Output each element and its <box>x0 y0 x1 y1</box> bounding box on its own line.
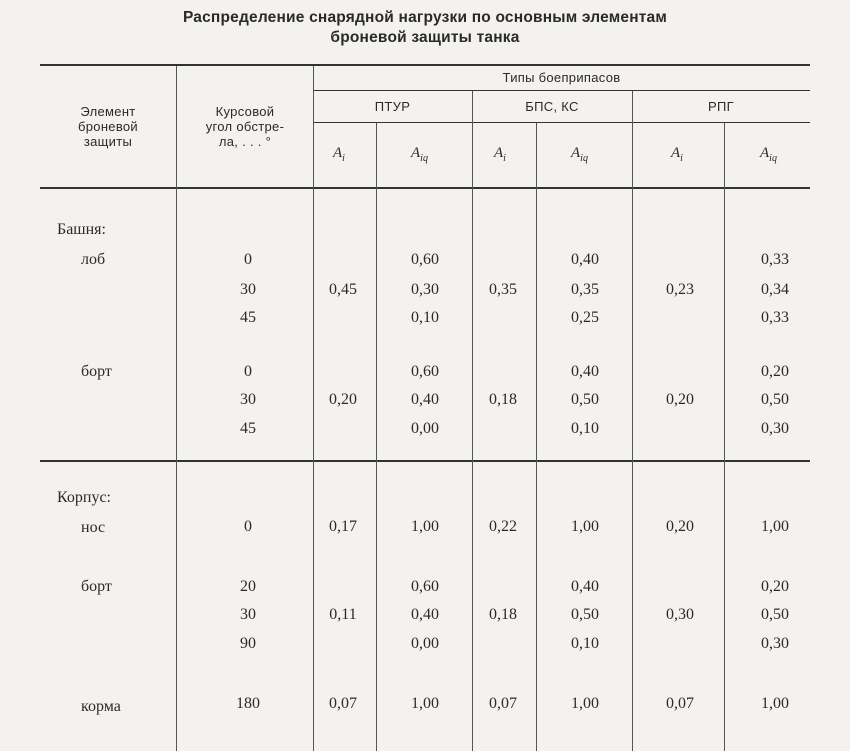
symbol-a: A <box>671 145 681 161</box>
angle-header-line: Курсовой <box>215 104 275 119</box>
top-rule <box>40 64 810 66</box>
cell-rpg-ai: 0,20 <box>666 518 694 535</box>
sub-header-ptur-ai <box>333 145 345 164</box>
part-label: корма <box>81 698 121 715</box>
cell-ptur-aiq: 0,40 <box>411 606 439 623</box>
cell-rpg-aiq: 0,33 <box>761 309 789 326</box>
col-divider-rpg-sub <box>724 123 725 751</box>
table-title-line-1: Распределение снарядной нагрузки по основным элементам <box>182 9 668 26</box>
cell-angle: 0 <box>244 518 252 535</box>
col-divider-bps-rpg <box>632 91 633 751</box>
table-title <box>0 8 850 48</box>
cell-bps-aiq: 1,00 <box>571 695 599 712</box>
table-title-line-2: броневой защиты танка <box>330 29 520 46</box>
cell-rpg-aiq: 0,33 <box>761 251 789 268</box>
cell-rpg-aiq: 0,50 <box>761 391 789 408</box>
group-header-ptur: ПТУР <box>374 99 411 114</box>
symbol-a: A <box>411 145 421 161</box>
cell-ptur-aiq: 0,00 <box>411 420 439 437</box>
cell-rpg-aiq: 0,20 <box>761 363 789 380</box>
col-divider-element <box>176 66 177 751</box>
cell-rpg-aiq: 1,00 <box>761 518 789 535</box>
cell-angle: 45 <box>240 420 256 437</box>
symbol-a: A <box>494 145 504 161</box>
symbol-a: A <box>760 145 770 161</box>
cell-angle: 30 <box>240 606 256 623</box>
symbol-index: iq <box>420 153 428 164</box>
col-divider-ptur-sub <box>376 123 377 751</box>
cell-ptur-aiq: 0,60 <box>411 578 439 595</box>
sub-header-bps-aiq <box>571 145 588 164</box>
cell-rpg-ai: 0,23 <box>666 281 694 298</box>
cell-ptur-aiq: 0,40 <box>411 391 439 408</box>
cell-bps-aiq: 0,40 <box>571 578 599 595</box>
cell-angle: 45 <box>240 309 256 326</box>
part-label: борт <box>81 363 112 380</box>
cell-angle: 180 <box>236 695 260 712</box>
cell-rpg-ai: 0,30 <box>666 606 694 623</box>
symbol-index: i <box>342 153 345 164</box>
cell-angle: 30 <box>240 391 256 408</box>
ammo-types-rule <box>313 90 810 91</box>
symbol-a: A <box>571 145 581 161</box>
element-header-line: Элемент <box>80 104 136 119</box>
cell-rpg-aiq: 0,34 <box>761 281 789 298</box>
cell-bps-aiq: 0,50 <box>571 606 599 623</box>
cell-bps-ai: 0,18 <box>489 391 517 408</box>
symbol-index: i <box>680 153 683 164</box>
cell-angle: 0 <box>244 251 252 268</box>
cell-bps-aiq: 0,40 <box>571 363 599 380</box>
cell-ptur-aiq: 0,60 <box>411 363 439 380</box>
cell-ptur-ai: 0,20 <box>329 391 357 408</box>
group-header-bps: БПС, КС <box>525 99 579 114</box>
cell-rpg-ai: 0,07 <box>666 695 694 712</box>
cell-rpg-ai: 0,20 <box>666 391 694 408</box>
part-label: лоб <box>81 251 106 268</box>
cell-rpg-aiq: 0,50 <box>761 606 789 623</box>
sub-header-rpg-ai <box>671 145 683 164</box>
cell-bps-ai: 0,35 <box>489 281 517 298</box>
cell-rpg-aiq: 0,20 <box>761 578 789 595</box>
cell-ptur-aiq: 1,00 <box>411 518 439 535</box>
sub-header-ptur-aiq <box>411 145 428 164</box>
element-column-header <box>44 104 172 149</box>
cell-rpg-aiq: 0,30 <box>761 635 789 652</box>
ammo-types-header: Типы боеприпасов <box>502 70 621 85</box>
col-divider-ptur-bps <box>472 91 473 751</box>
cell-angle: 30 <box>240 281 256 298</box>
cell-bps-aiq: 0,50 <box>571 391 599 408</box>
symbol-index: iq <box>580 153 588 164</box>
cell-rpg-aiq: 0,30 <box>761 420 789 437</box>
part-label: нос <box>81 519 106 536</box>
sub-header-rpg-aiq <box>760 145 777 164</box>
cell-bps-aiq: 0,10 <box>571 635 599 652</box>
col-divider-bps-sub <box>536 123 537 751</box>
symbol-a: A <box>333 145 343 161</box>
cell-ptur-aiq: 0,30 <box>411 281 439 298</box>
cell-ptur-ai: 0,45 <box>329 281 357 298</box>
cell-bps-aiq: 0,40 <box>571 251 599 268</box>
cell-bps-aiq: 0,35 <box>571 281 599 298</box>
angle-header-line: ла, . . . ° <box>218 134 272 149</box>
cell-rpg-aiq: 1,00 <box>761 695 789 712</box>
cell-angle: 90 <box>240 635 256 652</box>
symbol-index: i <box>503 153 506 164</box>
header-bottom-rule <box>40 187 810 189</box>
cell-bps-aiq: 1,00 <box>571 518 599 535</box>
cell-ptur-ai: 0,11 <box>329 606 357 623</box>
element-header-line: защиты <box>83 134 133 149</box>
section-label-hull: Корпус: <box>57 489 111 506</box>
part-label: борт <box>81 578 112 595</box>
cell-ptur-aiq: 0,00 <box>411 635 439 652</box>
group-rule <box>313 122 810 123</box>
element-header-line: броневой <box>78 119 138 134</box>
sub-header-bps-ai <box>494 145 506 164</box>
angle-header-line: угол обстре- <box>205 119 285 134</box>
angle-column-header <box>182 104 308 149</box>
cell-ptur-aiq: 0,60 <box>411 251 439 268</box>
cell-bps-aiq: 0,25 <box>571 309 599 326</box>
group-header-rpg: РПГ <box>708 99 734 114</box>
symbol-index: iq <box>769 153 777 164</box>
cell-bps-ai: 0,22 <box>489 518 517 535</box>
cell-ptur-aiq: 0,10 <box>411 309 439 326</box>
section-rule <box>40 460 810 462</box>
cell-ptur-aiq: 1,00 <box>411 695 439 712</box>
cell-angle: 20 <box>240 578 256 595</box>
cell-bps-ai: 0,18 <box>489 606 517 623</box>
cell-angle: 0 <box>244 363 252 380</box>
cell-bps-ai: 0,07 <box>489 695 517 712</box>
cell-ptur-ai: 0,07 <box>329 695 357 712</box>
section-label-turret: Башня: <box>57 221 106 238</box>
cell-ptur-ai: 0,17 <box>329 518 357 535</box>
cell-bps-aiq: 0,10 <box>571 420 599 437</box>
